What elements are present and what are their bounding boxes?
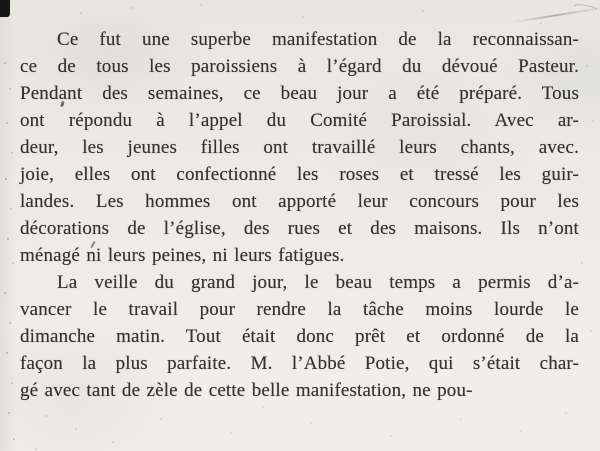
text-line: décorations de l’église, des rues et des maisons. Ils n’ont — [20, 218, 579, 239]
text-line: Pendant des semaines, ce beau jour a été préparé. Tous — [20, 83, 579, 104]
text-line: ce de tous les paroissiens à l’égard du dévoué Pasteur. — [20, 56, 579, 77]
paper-speckles — [0, 0, 2, 2]
text-line: gé avec tant de zèle de cette belle manifestation, ne pou- — [20, 380, 473, 401]
scan-scratch-hook — [570, 3, 600, 21]
scan-corner-mark — [0, 0, 10, 17]
text-line: deur, les jeunes filles ont travaillé leurs chants, avec. — [20, 137, 579, 158]
text-line: ménagé ni leurs peines, ni leurs fatigues. — [20, 245, 345, 266]
text-line: La veille du grand jour, le beau temps a permis d’a- — [57, 272, 579, 293]
text-line: landes. Les hommes ont apporté leur concours pour les — [20, 191, 579, 212]
text-line: joie, elles ont confectionné les roses et tressé les guir- — [20, 164, 579, 185]
page-text — [20, 26, 579, 404]
text-line: vancer le travail pour rendre la tâche moins lourde le — [20, 299, 579, 320]
text-line: ont répondu à l’appel du Comité Paroissial. Avec ar- — [20, 110, 579, 131]
text-line: Ce fut une superbe manifestation de la reconnaissan- — [57, 29, 579, 50]
scan-left-edge-shadow — [0, 0, 16, 451]
text-line: façon la plus parfaite. M. l’Abbé Potie, qui s’était char- — [20, 353, 579, 374]
text-line: dimanche matin. Tout était donc prêt et ordonné de la — [20, 326, 579, 347]
